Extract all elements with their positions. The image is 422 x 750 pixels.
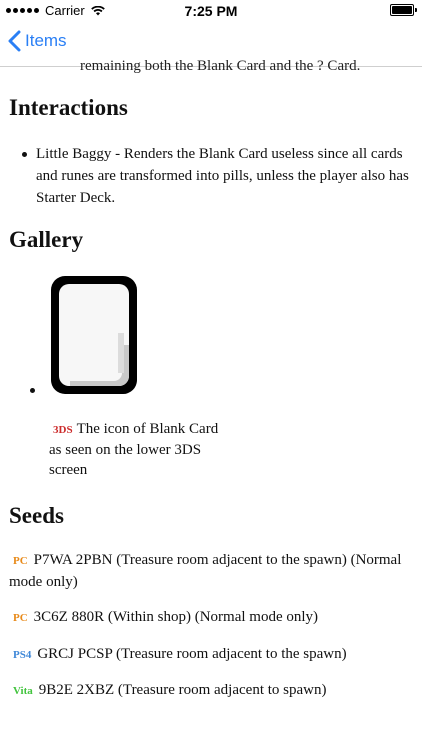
status-bar [0,0,422,22]
back-button-label: Items [25,31,67,50]
seed-text: GRCJ PCSP (Treasure room adjacent to the spawn) [37,646,347,662]
carrier-label: Carrier [45,3,85,18]
platform-badge-vita: Vita [13,685,33,697]
seed-row [9,550,414,593]
platform-badge-pc: PC [13,612,28,624]
platform-badge-3ds: 3DS [53,424,73,436]
seed-text: P7WA 2PBN (Treasure room adjacent to the spawn) (Normal mode only) [9,552,402,590]
gallery-caption [49,419,219,480]
interactions-heading: Interactions [9,95,128,120]
seed-text: 3C6Z 880R (Within shop) (Normal mode only) [33,609,319,625]
seed-row [9,607,414,629]
clock: 7:25 PM [184,3,238,19]
chevron-left-icon [8,30,21,52]
seed-row [9,644,414,666]
caption-text: The icon of Blank Card as seen on the lower 3DS screen [49,421,219,478]
back-button[interactable] [8,30,67,52]
seeds-heading: Seeds [9,503,64,528]
battery-icon [390,4,414,19]
seed-row [9,680,414,702]
gallery-heading: Gallery [9,227,84,252]
blank-card-icon[interactable] [48,273,140,397]
bullet [30,388,35,393]
platform-badge-ps4: PS4 [13,649,32,661]
interactions-list [36,143,412,209]
platform-badge-pc: PC [13,555,28,567]
cutoff-text: remaining both the Blank Card and the ? Card. [80,58,361,74]
list-item: Little Baggy - Renders the Blank Card useless since all cards and runes are transformed into pills, unless the player also has Starter Deck. [36,143,412,209]
gallery-item [30,273,230,393]
seed-text: 9B2E 2XBZ (Treasure room adjacent to spawn) [38,682,327,698]
